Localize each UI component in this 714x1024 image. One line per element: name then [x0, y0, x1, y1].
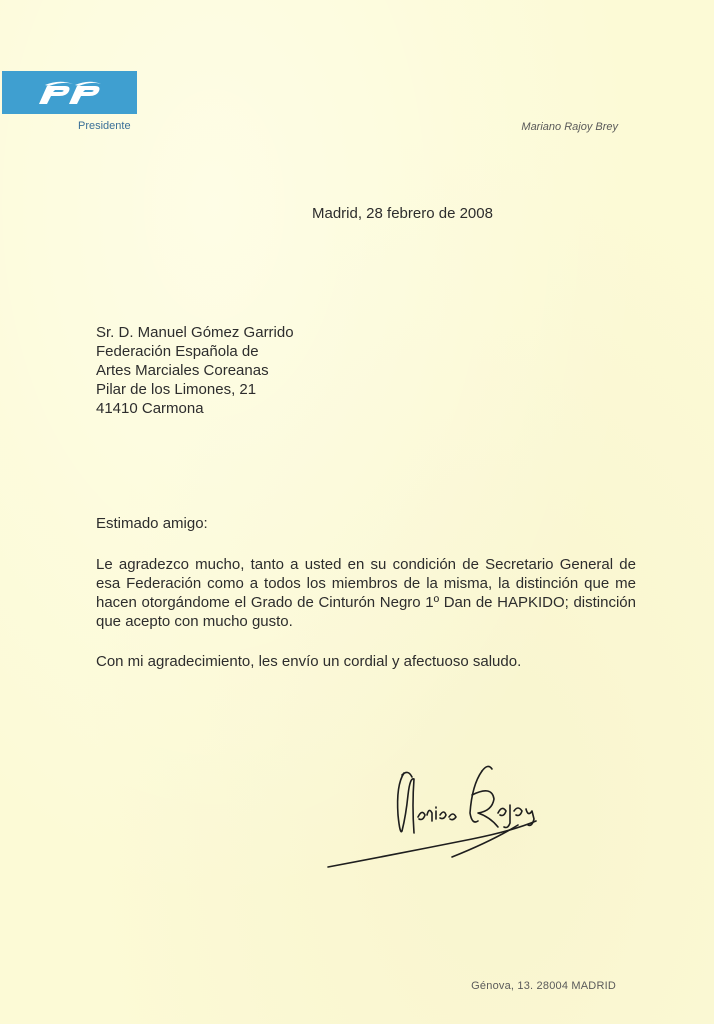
closing-line: Con mi agradecimiento, les envío un cordial y afectuoso saludo.: [96, 653, 522, 670]
pp-logo-icon: [35, 80, 105, 106]
letterhead-title: Presidente: [78, 120, 131, 132]
signature-icon: [322, 755, 552, 870]
address-line: Federación Española de: [96, 343, 259, 360]
sender-name: Mariano Rajoy Brey: [521, 121, 618, 133]
greeting: Estimado amigo:: [96, 515, 208, 532]
party-logo: [2, 71, 137, 114]
handwritten-signature: [322, 755, 552, 875]
footer-address: Génova, 13. 28004 MADRID: [471, 980, 616, 992]
address-line: Sr. D. Manuel Gómez Garrido: [96, 324, 294, 341]
address-line: Pilar de los Limones, 21: [96, 381, 257, 398]
address-line: Artes Marciales Coreanas: [96, 362, 269, 379]
recipient-address: [96, 323, 294, 418]
body-paragraph: Le agradezco mucho, tanto a usted en su condición de Secretario General de esa Federación como a todos los miembros de la misma, la distinción que me hacen otorgándome el Grado de Cinturón Negro 1º Dan de HAPKIDO; distinción que acepto con mucho gusto.: [96, 556, 636, 630]
date-line: Madrid, 28 febrero de 2008: [312, 205, 493, 222]
address-line: 41410 Carmona: [96, 400, 204, 417]
